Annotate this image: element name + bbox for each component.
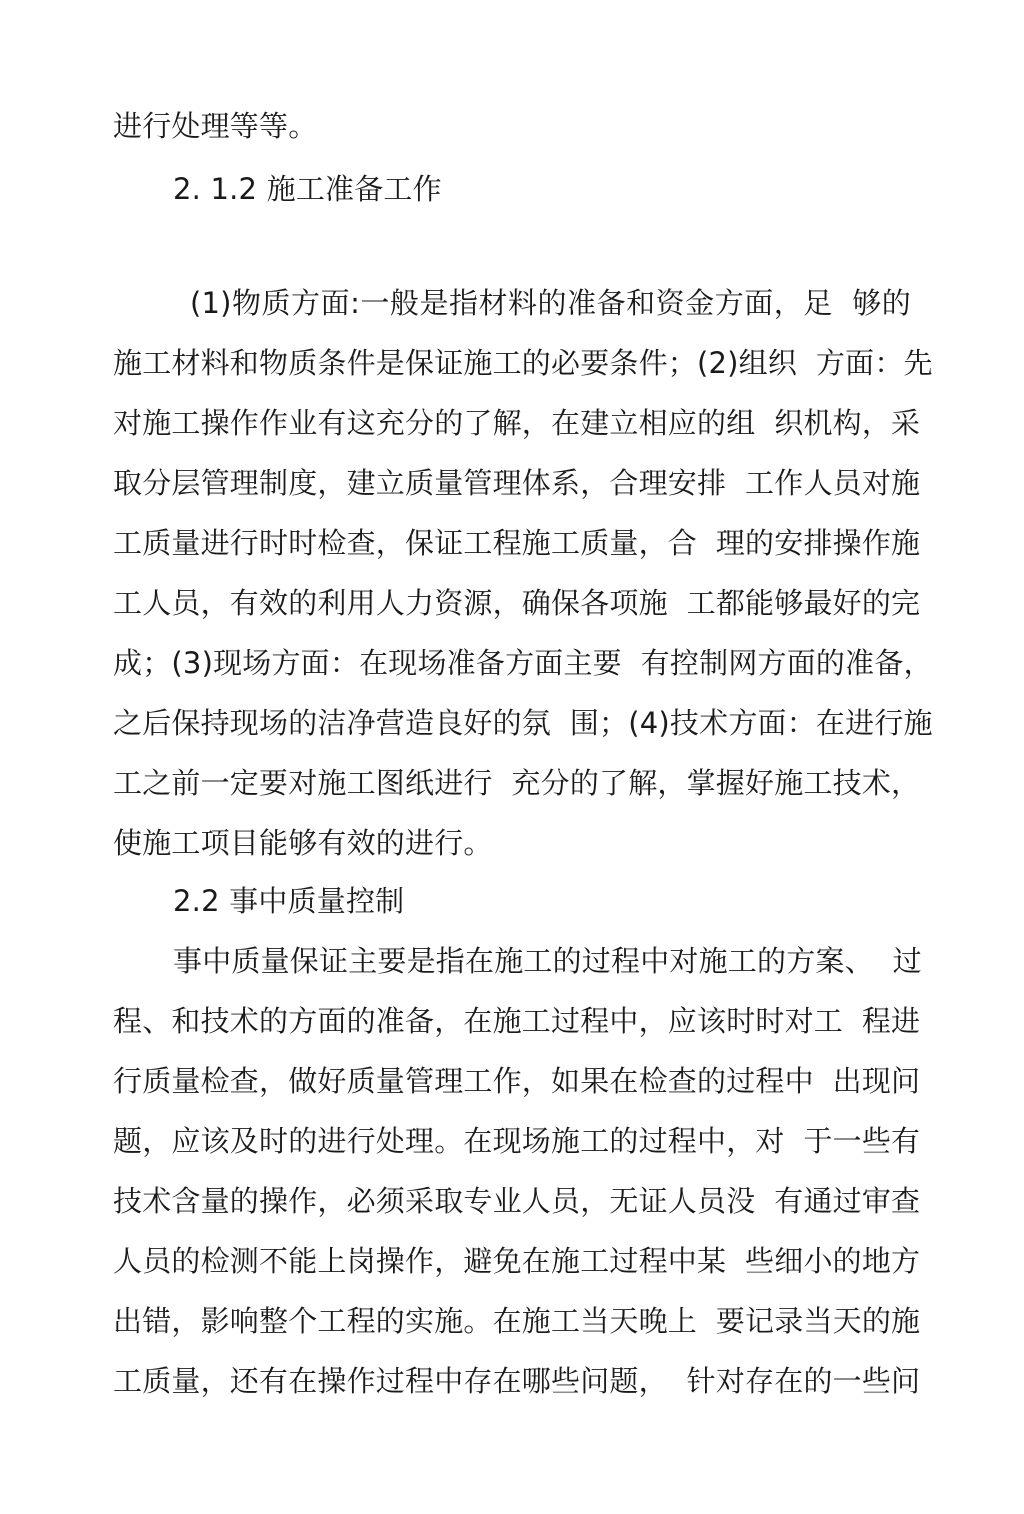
paragraph-line: 出错，影响整个工程的实施。在施工当天晚上 要记录当天的施 bbox=[113, 1304, 921, 1338]
paragraph-intro-tail: 进行处理等等。 bbox=[113, 109, 318, 143]
paragraph-line: 事中质量保证主要是指在施工的过程中对施工的方案、 过 bbox=[173, 944, 922, 978]
paragraph-line: 技术含量的操作，必须采取专业人员，无证人员没 有通过审查 bbox=[113, 1184, 921, 1218]
paragraph-line: 对施工操作作业有这充分的了解，在建立相应的组 织机构，采 bbox=[113, 406, 921, 440]
paragraph-line: 成；(3)现场方面：在现场准备方面主要 有控制网方面的准备， bbox=[113, 646, 933, 680]
section-heading-2-2: 2.2 事中质量控制 bbox=[173, 884, 405, 918]
paragraph-line: 使施工项目能够有效的进行。 bbox=[113, 826, 493, 860]
paragraph-line: 人员的检测不能上岗操作，避免在施工过程中某 些细小的地方 bbox=[113, 1244, 921, 1278]
paragraph-line: 行质量检查，做好质量管理工作，如果在检查的过程中 出现问 bbox=[113, 1064, 921, 1098]
paragraph-line: 取分层管理制度，建立质量管理体系，合理安排 工作人员对施 bbox=[113, 466, 921, 500]
section-heading-2-1-2: 2. 1.2 施工准备工作 bbox=[173, 172, 442, 206]
paragraph-line: 施工材料和物质条件是保证施工的必要条件；(2)组织 方面：先 bbox=[113, 346, 933, 380]
paragraph-line: 工质量，还有在操作过程中存在哪些问题， 针对存在的一些问 bbox=[113, 1364, 921, 1398]
paragraph-line: (1)物质方面:一般是指材料的准备和资金方面，足 够的 bbox=[190, 286, 911, 320]
paragraph-line: 之后保持现场的洁净营造良好的氛 围；(4)技术方面：在进行施 bbox=[113, 706, 933, 740]
paragraph-line: 工之前一定要对施工图纸进行 充分的了解，掌握好施工技术， bbox=[113, 766, 921, 800]
paragraph-line: 工人员，有效的利用人力资源，确保各项施 工都能够最好的完 bbox=[113, 586, 921, 620]
paragraph-line: 题，应该及时的进行处理。在现场施工的过程中，对 于一些有 bbox=[113, 1124, 921, 1158]
paragraph-line: 工质量进行时时检查，保证工程施工质量，合 理的安排操作施 bbox=[113, 526, 921, 560]
paragraph-line: 程、和技术的方面的准备，在施工过程中，应该时时对工 程进 bbox=[113, 1004, 921, 1038]
